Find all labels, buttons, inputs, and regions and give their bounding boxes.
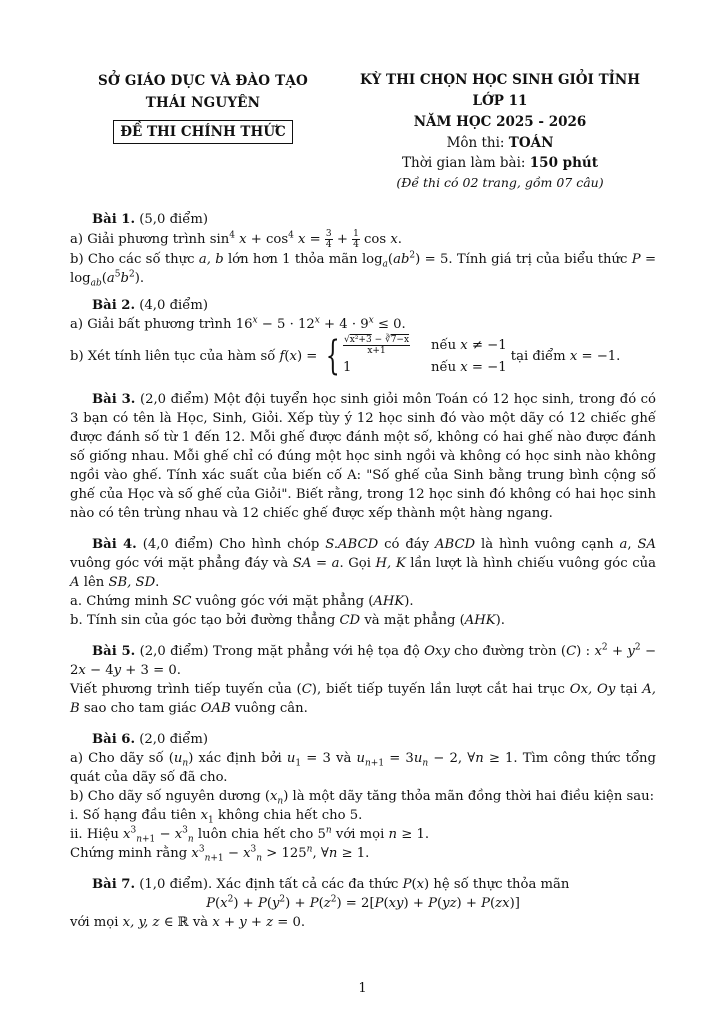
page-number: 1 <box>358 981 367 996</box>
problem-2a: a) Giải bất phương trình $16^x - 5 \cdot 12^x + 4 \cdot 9^x \le 0$. <box>70 315 406 332</box>
problem-4a: a. Chứng minh SC vuông góc với mặt phẳng (AHK). <box>70 594 414 609</box>
department-name: SỞ GIÁO DỤC VÀ ĐÀO TẠO <box>98 73 308 89</box>
problem-6a: a) Cho dãy số $(u_n)$ xác định bởi $u_1 = 3$ và $u_{n+1} = 3u_n - 2$, ∀n ≥ 1. Tìm công thức tổng quát của dãy số đã cho. <box>70 751 656 785</box>
problem-5-task: Viết phương trình tiếp tuyến của (C), biết tiếp tuyến lần lượt cắt hai trục Ox, Oy tại A, B sao cho tam giác OAB vuông cân. <box>70 682 656 716</box>
problem-3: Bài 3. (2,0 điểm) Một đội tuyển học sinh giỏi môn Toán có 12 học sinh, trong đó có 3 bạn có tên là Học, Sinh, Giỏi. Xếp tùy ý 12 học sinh đó vào một dãy có 12 chiếc ghế được đánh số từ 1 đến 12. Mỗi ghế được đánh một số, không có hai ghế nào được đánh số giống nhau. Mỗi ghế chỉ có đúng một học sinh ngồi và không có học sinh nào không ngồi vào ghế. Tính xác suất của biến cố A: "Số ghế của Sinh bằng trung bình cộng số ghế của Học và số ghế của Giỏi". Biết rằng, trong 12 học sinh đó không có hai học sinh nào có tên trùng nhau và 12 chiếc ghế được xếp thành một hàng ngang. <box>70 392 656 521</box>
problem-6b-ii: ii. Hiệu $x^3_{n+1} - x^3_n$ luôn chia hết cho 5$^n$ với mọi n ≥ 1. <box>70 825 430 845</box>
province-name: THÁI NGUYÊN <box>145 95 261 111</box>
problem-7-condition: với mọi x, y, z ∈ ℝ và x + y + z = 0. <box>70 915 306 930</box>
problem-7: Bài 7. (1,0 điểm). Xác định tất cả các đa thức P(x) hệ số thực thỏa mãn <box>92 877 570 892</box>
problem-4b: b. Tính sin của góc tạo bởi đường thẳng CD và mặt phẳng (AHK). <box>70 613 505 628</box>
problem-6b: b) Cho dãy số nguyên dương $(x_n)$ là một dãy tăng thỏa mãn đồng thời hai điều kiện sau: <box>70 789 655 807</box>
problem-2-heading: Bài 2. (4,0 điểm) <box>92 298 208 313</box>
time-line: Thời gian làm bài: 150 phút <box>402 155 598 171</box>
problem-2b: b) Xét tính liên tục của hàm số f(x) = { $\frac{\text{√x²+3 − ∛7−x}}{x+1}$ nếu x ≠ −1 1 nếu x = −1 tại điểm x = −1. <box>70 333 621 379</box>
problem-6-heading: Bài 6. (2,0 điểm) <box>92 732 208 747</box>
problem-1a: a) Giải phương trình $\sin^4 x + \cos^4 x$ = $\frac{3}{4}$ + $\frac{1}{4}$ cos x. <box>70 229 402 250</box>
exam-note: (Đề thi có 02 trang, gồm 07 câu) <box>396 175 604 190</box>
problem-7-equation: $P(x^2) + P(y^2) + P(z^2) = 2[P(xy) + P(yz) + P(zx)]$ <box>206 894 520 911</box>
problem-6b-i: i. Số hạng đầu tiên $x_1$ không chia hết cho 5. <box>70 808 363 826</box>
problem-6b-proof: Chứng minh rằng $x^3_{n+1} - x^3_n > 125^n$, ∀n ≥ 1. <box>70 844 370 864</box>
official-exam-badge: ĐỀ THI CHÍNH THỨC <box>113 120 293 144</box>
problem-1b: b) Cho các số thực a, b lớn hơn 1 thỏa mãn $\log_a(ab^2) = 5$. Tính giá trị của biểu thức $P = \log_{ab}(a^5b^2)$. <box>70 250 656 289</box>
problem-5: Bài 5. (2,0 điểm) Trong mặt phẳng với hệ tọa độ Oxy cho đường tròn (C) : $x^2 + y^2 - 2x - 4y + 3 = 0$. <box>70 642 657 678</box>
problem-1-heading: Bài 1. (5,0 điểm) <box>92 212 208 227</box>
exam-body <box>70 210 656 932</box>
school-year: NĂM HỌC 2025 - 2026 <box>413 114 587 130</box>
header-right <box>342 70 658 193</box>
piecewise-function: { $\frac{\text{√x²+3 − ∛7−x}}{x+1}$ nếu x ≠ −1 1 nếu x = −1 <box>325 333 507 379</box>
subject-line: Môn thi: TOÁN <box>446 135 554 151</box>
problem-4: Bài 4. (4,0 điểm) Cho hình chóp S.ABCD có đáy ABCD là hình vuông cạnh a, SA vuông góc với mặt phẳng đáy và SA = a. Gọi H, K lần lượt là hình chiếu vuông góc của A lên SB, SD. <box>70 537 657 590</box>
exam-title: KỲ THI CHỌN HỌC SINH GIỎI TỈNH <box>359 72 641 88</box>
exam-grade: LỚP 11 <box>472 93 528 109</box>
header-left <box>72 70 334 144</box>
